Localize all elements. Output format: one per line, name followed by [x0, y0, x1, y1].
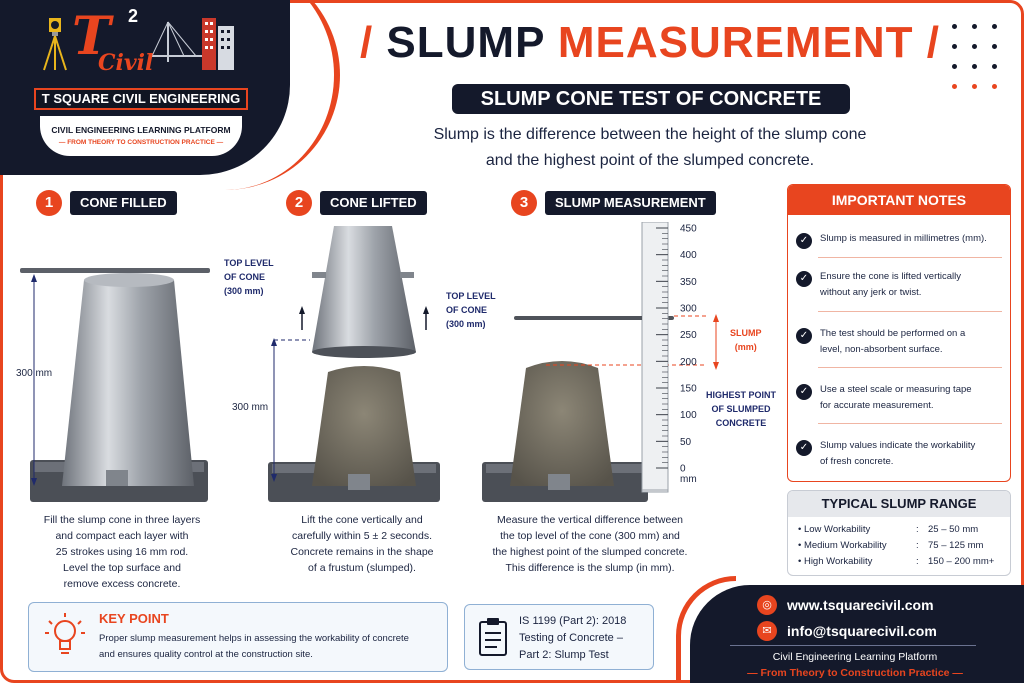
step-3-label: SLUMP MEASUREMENT: [545, 191, 716, 215]
step-3-caption: [470, 512, 710, 576]
range-name: • Low Workability: [798, 524, 871, 535]
step-3-caption-line: the highest point of the slumped concrete.: [492, 546, 688, 558]
bridge-building-icon: [150, 12, 240, 74]
label-line: OF CONE: [224, 272, 266, 282]
scale-tick-label: 400: [680, 250, 697, 262]
standard-text: [519, 613, 626, 664]
slump-dimension-arrow: [708, 312, 724, 372]
surveying-instrument-icon: [40, 14, 70, 72]
logo-motto: — FROM THEORY TO CONSTRUCTION PRACTICE —: [58, 139, 224, 146]
logo-mark-superscript: 2: [128, 6, 139, 26]
step-1-caption-line: remove excess concrete.: [63, 578, 181, 590]
note-text: level, non-absorbent surface.: [820, 344, 943, 355]
range-name: • Medium Workability: [798, 540, 887, 551]
label-line: SLUMP: [730, 328, 762, 338]
email-link[interactable]: info@tsquarecivil.com: [787, 623, 937, 639]
scale-tick-label: 0: [680, 463, 686, 475]
step-1-caption-line: 25 strokes using 16 mm rod.: [55, 546, 189, 558]
label-line: (mm): [734, 342, 757, 352]
scale-tick-label: 450: [680, 223, 697, 235]
cone-filled-illustration: [14, 262, 214, 508]
note-item: [796, 382, 1004, 414]
note-text: Slump is measured in millimetres (mm).: [820, 233, 987, 244]
label-line: TOP LEVEL: [224, 258, 274, 268]
note-item: [796, 438, 1004, 470]
slump-range-title: TYPICAL SLUMP RANGE: [788, 491, 1010, 517]
page-title: [350, 18, 950, 68]
step-2-caption: [262, 512, 462, 576]
note-text: The test should be performed on a: [820, 328, 966, 339]
scale-tick-label: 200: [680, 356, 697, 368]
website-link[interactable]: www.tsquarecivil.com: [787, 597, 934, 613]
key-point-box: [28, 602, 448, 672]
logo-mark-civil: Civil: [98, 50, 154, 76]
range-value: 75 – 125 mm: [928, 540, 984, 551]
note-text: Slump values indicate the workability: [820, 440, 976, 451]
scale-tick-label: 100: [680, 410, 697, 422]
contact-motto: — From Theory to Construction Practice —: [747, 667, 963, 679]
logo-company-name: T SQUARE CIVIL ENGINEERING: [34, 88, 248, 110]
step-3-highest-point-label: [706, 388, 776, 430]
standard-line: Part 2: Slump Test: [519, 649, 609, 661]
clipboard-icon: [477, 617, 509, 657]
step-3-caption-line: This difference is the slump (in mm).: [505, 562, 675, 574]
contact-tagline: Civil Engineering Learning Platform: [772, 651, 938, 663]
key-point-text: [99, 631, 439, 663]
step-2-caption-line: Concrete remains in the shape: [290, 546, 434, 558]
step-3-caption-line: the top level of the cone (300 mm) and: [500, 530, 680, 542]
title-slash-left: /: [359, 18, 374, 67]
range-name: • High Workability: [798, 556, 873, 567]
scale-unit-label: mm: [680, 474, 697, 485]
definition-text: [370, 122, 930, 174]
scale-tick-label: 300: [680, 303, 697, 315]
label-line: (300 mm): [224, 286, 264, 296]
label-line: (300 mm): [446, 319, 486, 329]
key-point-line: Proper slump measurement helps in assessing the workability of concrete: [99, 633, 409, 644]
label-line: CONCRETE: [715, 418, 767, 428]
label-line: OF SLUMPED: [711, 404, 771, 414]
logo-tagline: CIVIL ENGINEERING LEARNING PLATFORM: [51, 125, 231, 135]
definition-line-1: Slump is the difference between the height of the slump cone: [433, 126, 867, 143]
step-2-number: 2: [286, 190, 312, 216]
range-sep: :: [916, 540, 919, 551]
note-item: [796, 231, 1004, 247]
scale-tick-label: 350: [680, 276, 697, 288]
logo-tagline-box: [40, 116, 242, 156]
check-icon: ✓: [796, 271, 812, 287]
step-3-slump-label: [730, 326, 762, 354]
check-icon: ✓: [796, 328, 812, 344]
title-word-measurement: MEASUREMENT: [557, 18, 914, 67]
step-2-top-level-label: [224, 256, 274, 298]
range-value: 25 – 50 mm: [928, 524, 979, 535]
measuring-scale: [642, 222, 702, 498]
note-text: Ensure the cone is lifted vertically: [820, 271, 961, 282]
standard-reference-box: [464, 604, 654, 670]
check-icon: ✓: [796, 233, 812, 249]
step-3-number: 3: [511, 190, 537, 216]
range-sep: :: [916, 556, 919, 567]
important-notes-title: IMPORTANT NOTES: [788, 185, 1010, 215]
decorative-dots: [950, 22, 1006, 94]
cone-lifted-illustration: [250, 222, 450, 508]
key-point-title: KEY POINT: [99, 611, 169, 626]
title-word-slump: SLUMP: [386, 18, 545, 67]
globe-icon: ◎: [757, 595, 777, 615]
range-value: 150 – 200 mm+: [928, 556, 995, 567]
standard-line: IS 1199 (Part 2): 2018: [519, 615, 627, 627]
slump-range-panel: [787, 490, 1011, 576]
scale-tick-label: 250: [680, 330, 697, 342]
definition-line-2: and the highest point of the slumped concrete.: [485, 152, 815, 169]
step-1-number: 1: [36, 190, 62, 216]
check-icon: ✓: [796, 440, 812, 456]
step-2-caption-line: Lift the cone vertically and: [301, 514, 423, 526]
step-1-caption-line: and compact each layer with: [55, 530, 189, 542]
contact-divider: [730, 645, 976, 646]
logo-mark-t: T: [72, 6, 111, 67]
note-text: of fresh concrete.: [820, 456, 894, 467]
note-text: Use a steel scale or measuring tape: [820, 384, 972, 395]
page-subtitle: SLUMP CONE TEST OF CONCRETE: [452, 84, 850, 114]
important-notes-panel: [787, 184, 1011, 482]
title-slash-right: /: [926, 18, 941, 67]
standard-line: Testing of Concrete –: [519, 632, 623, 644]
lightbulb-icon: [41, 611, 89, 663]
step-1-label: CONE FILLED: [70, 191, 177, 215]
step-2-label: CONE LIFTED: [320, 191, 427, 215]
label-line: TOP LEVEL: [446, 291, 496, 301]
step-2-caption-line: carefully within 5 ± 2 seconds.: [292, 530, 432, 542]
step-2-caption-line: of a frustum (slumped).: [308, 562, 416, 574]
label-line: HIGHEST POINT: [706, 390, 777, 400]
label-line: OF CONE: [446, 305, 488, 315]
note-text: without any jerk or twist.: [820, 287, 922, 298]
note-text: for accurate measurement.: [820, 400, 934, 411]
email-icon: ✉: [757, 621, 777, 641]
range-sep: :: [916, 524, 919, 535]
scale-tick-label: 50: [680, 436, 692, 448]
step-1-caption-line: Level the top surface and: [63, 562, 181, 574]
step-3-caption-line: Measure the vertical difference between: [497, 514, 683, 526]
step-1-dimension-label: 300 mm: [16, 368, 53, 379]
note-item: [796, 326, 1004, 358]
step-1-caption: [22, 512, 222, 592]
key-point-line: and ensures quality control at the construction site.: [99, 649, 313, 660]
note-item: [796, 269, 1004, 301]
check-icon: ✓: [796, 384, 812, 400]
step-2-dimension-label: 300 mm: [232, 402, 269, 413]
scale-tick-label: 150: [680, 383, 697, 395]
step-1-caption-line: Fill the slump cone in three layers: [43, 514, 201, 526]
